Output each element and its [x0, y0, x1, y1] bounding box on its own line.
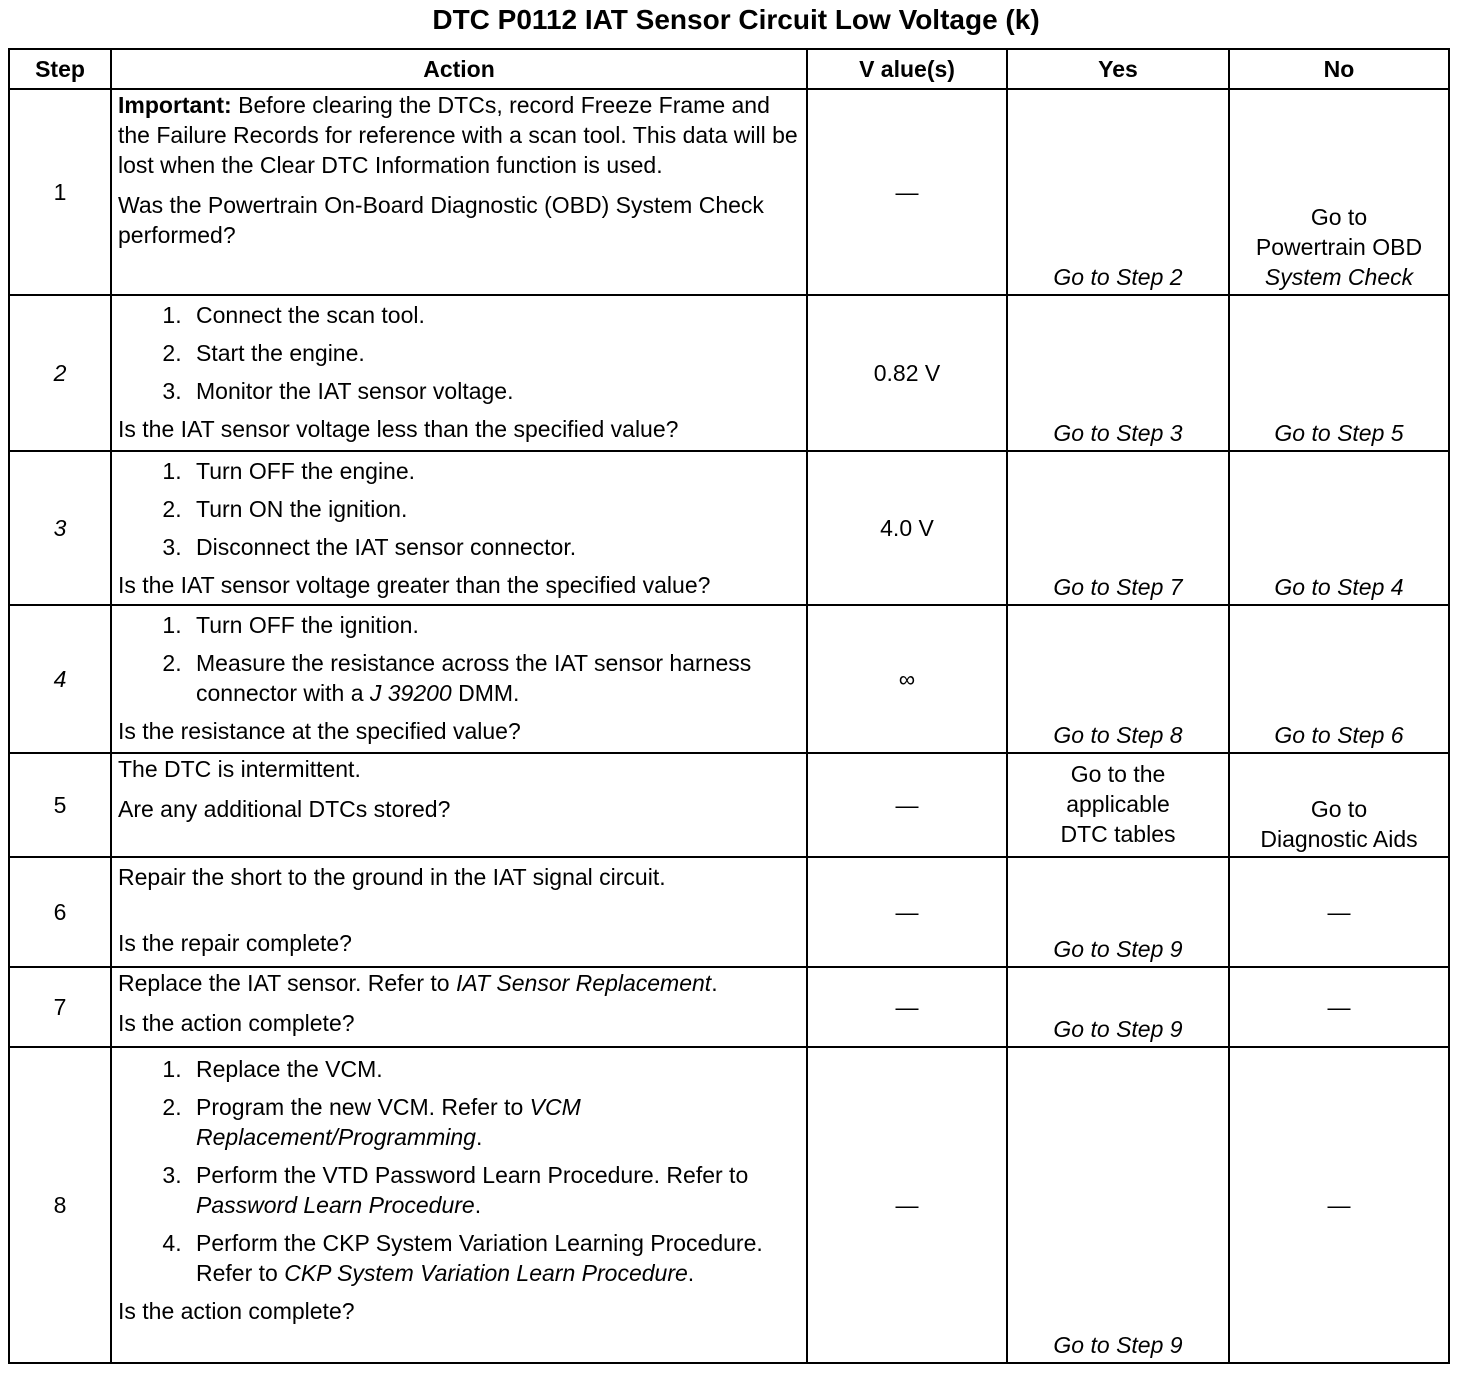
- value-cell: —: [807, 89, 1007, 295]
- yes-cell: Go to Step 8: [1007, 605, 1229, 753]
- action-text: .: [687, 1260, 695, 1286]
- yes-cell: Go to Step 9: [1007, 857, 1229, 967]
- no-cell: —: [1229, 857, 1449, 967]
- step-number: 4: [9, 605, 111, 753]
- action-item: 3. Disconnect the IAT sensor connector.: [188, 532, 800, 562]
- value-cell: —: [807, 857, 1007, 967]
- action-question: Is the IAT sensor voltage less than the specified value?: [118, 416, 679, 442]
- value-cell: —: [807, 1047, 1007, 1363]
- procedure-reference: Password Learn Procedure: [196, 1192, 475, 1218]
- action-cell: [111, 967, 807, 1047]
- no-cell: Go to Step 6: [1229, 605, 1449, 753]
- yes-cell: Go to Step 3: [1007, 295, 1229, 451]
- action-item: 2. Start the engine.: [188, 338, 800, 368]
- yes-line: Go to the: [1070, 761, 1166, 787]
- action-text: The DTC is intermittent.: [118, 756, 361, 782]
- action-cell: [111, 605, 807, 753]
- action-text: Program the new VCM. Refer to: [196, 1094, 530, 1120]
- action-question: Is the resistance at the specified value?: [118, 718, 521, 744]
- no-line: Go to: [1310, 796, 1368, 822]
- yes-line: applicable: [1066, 791, 1170, 817]
- action-text: Replace the IAT sensor. Refer to: [118, 970, 456, 996]
- table-row: [9, 857, 1449, 967]
- action-text: Measure the resistance across the IAT sensor harness connector with a: [196, 650, 752, 706]
- action-cell: [111, 857, 807, 967]
- table-row: [9, 753, 1449, 857]
- step-number: 3: [9, 451, 111, 605]
- action-item: [188, 1092, 800, 1152]
- action-question: Is the action complete?: [118, 1010, 355, 1036]
- action-text: .: [475, 1124, 483, 1150]
- action-item: 2. Turn ON the ignition.: [188, 494, 800, 524]
- header-yes: Yes: [1007, 49, 1229, 89]
- important-note: [118, 90, 800, 180]
- action-text: .: [474, 1192, 482, 1218]
- action-cell: [111, 451, 807, 605]
- diagnostic-table: [8, 48, 1450, 1364]
- page-title: DTC P0112 IAT Sensor Circuit Low Voltage (k): [432, 4, 1040, 35]
- action-text: [118, 968, 800, 998]
- procedure-reference: IAT Sensor Replacement: [455, 970, 712, 996]
- value-cell: 0.82 V: [807, 295, 1007, 451]
- step-number: 8: [9, 1047, 111, 1363]
- value-cell: 4.0 V: [807, 451, 1007, 605]
- yes-cell: Go to Step 2: [1007, 89, 1229, 295]
- table-row: [9, 89, 1449, 295]
- step-number: 2: [9, 295, 111, 451]
- action-cell: [111, 753, 807, 857]
- action-cell: [111, 89, 807, 295]
- no-cell: [1229, 89, 1449, 295]
- action-question: Was the Powertrain On-Board Diagnostic (OBD) System Check performed?: [118, 192, 764, 248]
- yes-cell: [1007, 753, 1229, 857]
- no-cell: [1229, 753, 1449, 857]
- action-cell: [111, 1047, 807, 1363]
- value-cell: ∞: [807, 605, 1007, 753]
- step-number: 7: [9, 967, 111, 1047]
- table-row: [9, 605, 1449, 753]
- action-text: Perform the CKP System Variation Learning Procedure. Refer to: [196, 1230, 763, 1286]
- action-text: Perform the VTD Password Learn Procedure. Refer to: [196, 1162, 749, 1188]
- yes-line: DTC tables: [1060, 821, 1176, 847]
- action-item: 1. Turn OFF the ignition.: [188, 610, 800, 640]
- no-line: System Check: [1264, 264, 1414, 290]
- no-cell: —: [1229, 967, 1449, 1047]
- yes-cell: Go to Step 7: [1007, 451, 1229, 605]
- action-text: .: [711, 970, 718, 996]
- header-values: V alue(s): [807, 49, 1007, 89]
- no-cell: —: [1229, 1047, 1449, 1363]
- action-item: 1. Turn OFF the engine.: [188, 456, 800, 486]
- tool-reference: J 39200: [369, 680, 452, 706]
- action-text: DMM.: [451, 680, 520, 706]
- action-item: [188, 648, 800, 708]
- step-number: 6: [9, 857, 111, 967]
- action-question: Is the repair complete?: [118, 930, 352, 956]
- table-row: [9, 1047, 1449, 1363]
- no-cell: Go to Step 5: [1229, 295, 1449, 451]
- no-line: Diagnostic Aids: [1260, 826, 1418, 852]
- table-row: [9, 295, 1449, 451]
- header-no: No: [1229, 49, 1449, 89]
- yes-cell: Go to Step 9: [1007, 967, 1229, 1047]
- table-header-row: [9, 49, 1449, 89]
- no-line: Go to: [1310, 204, 1368, 230]
- action-item: 1. Connect the scan tool.: [188, 300, 800, 330]
- action-item: [188, 1160, 800, 1220]
- yes-cell: Go to Step 9: [1007, 1047, 1229, 1363]
- procedure-reference: VCM Replacement/Programming: [196, 1094, 581, 1150]
- action-item: 3. Monitor the IAT sensor voltage.: [188, 376, 800, 406]
- header-step: Step: [9, 49, 111, 89]
- action-question: Is the action complete?: [118, 1298, 355, 1324]
- action-cell: [111, 295, 807, 451]
- table-row: [9, 451, 1449, 605]
- value-cell: —: [807, 753, 1007, 857]
- action-item: [188, 1228, 800, 1288]
- step-number: 5: [9, 753, 111, 857]
- no-cell: Go to Step 4: [1229, 451, 1449, 605]
- procedure-reference: CKP System Variation Learn Procedure: [284, 1260, 688, 1286]
- no-line: Powertrain OBD: [1255, 234, 1423, 260]
- action-item: 1. Replace the VCM.: [188, 1054, 800, 1084]
- action-question: Is the IAT sensor voltage greater than the specified value?: [118, 572, 711, 598]
- value-cell: —: [807, 967, 1007, 1047]
- action-text: Repair the short to the ground in the IAT signal circuit.: [118, 864, 666, 890]
- important-text: Before clearing the DTCs, record Freeze Frame and the Failure Records for reference with a scan tool. This data will be lost when the Clear DTC Information function is used.: [118, 92, 798, 178]
- action-question: Are any additional DTCs stored?: [118, 796, 451, 822]
- important-label: Important:: [118, 92, 232, 118]
- step-number: 1: [9, 89, 111, 295]
- table-row: [9, 967, 1449, 1047]
- header-action: Action: [111, 49, 807, 89]
